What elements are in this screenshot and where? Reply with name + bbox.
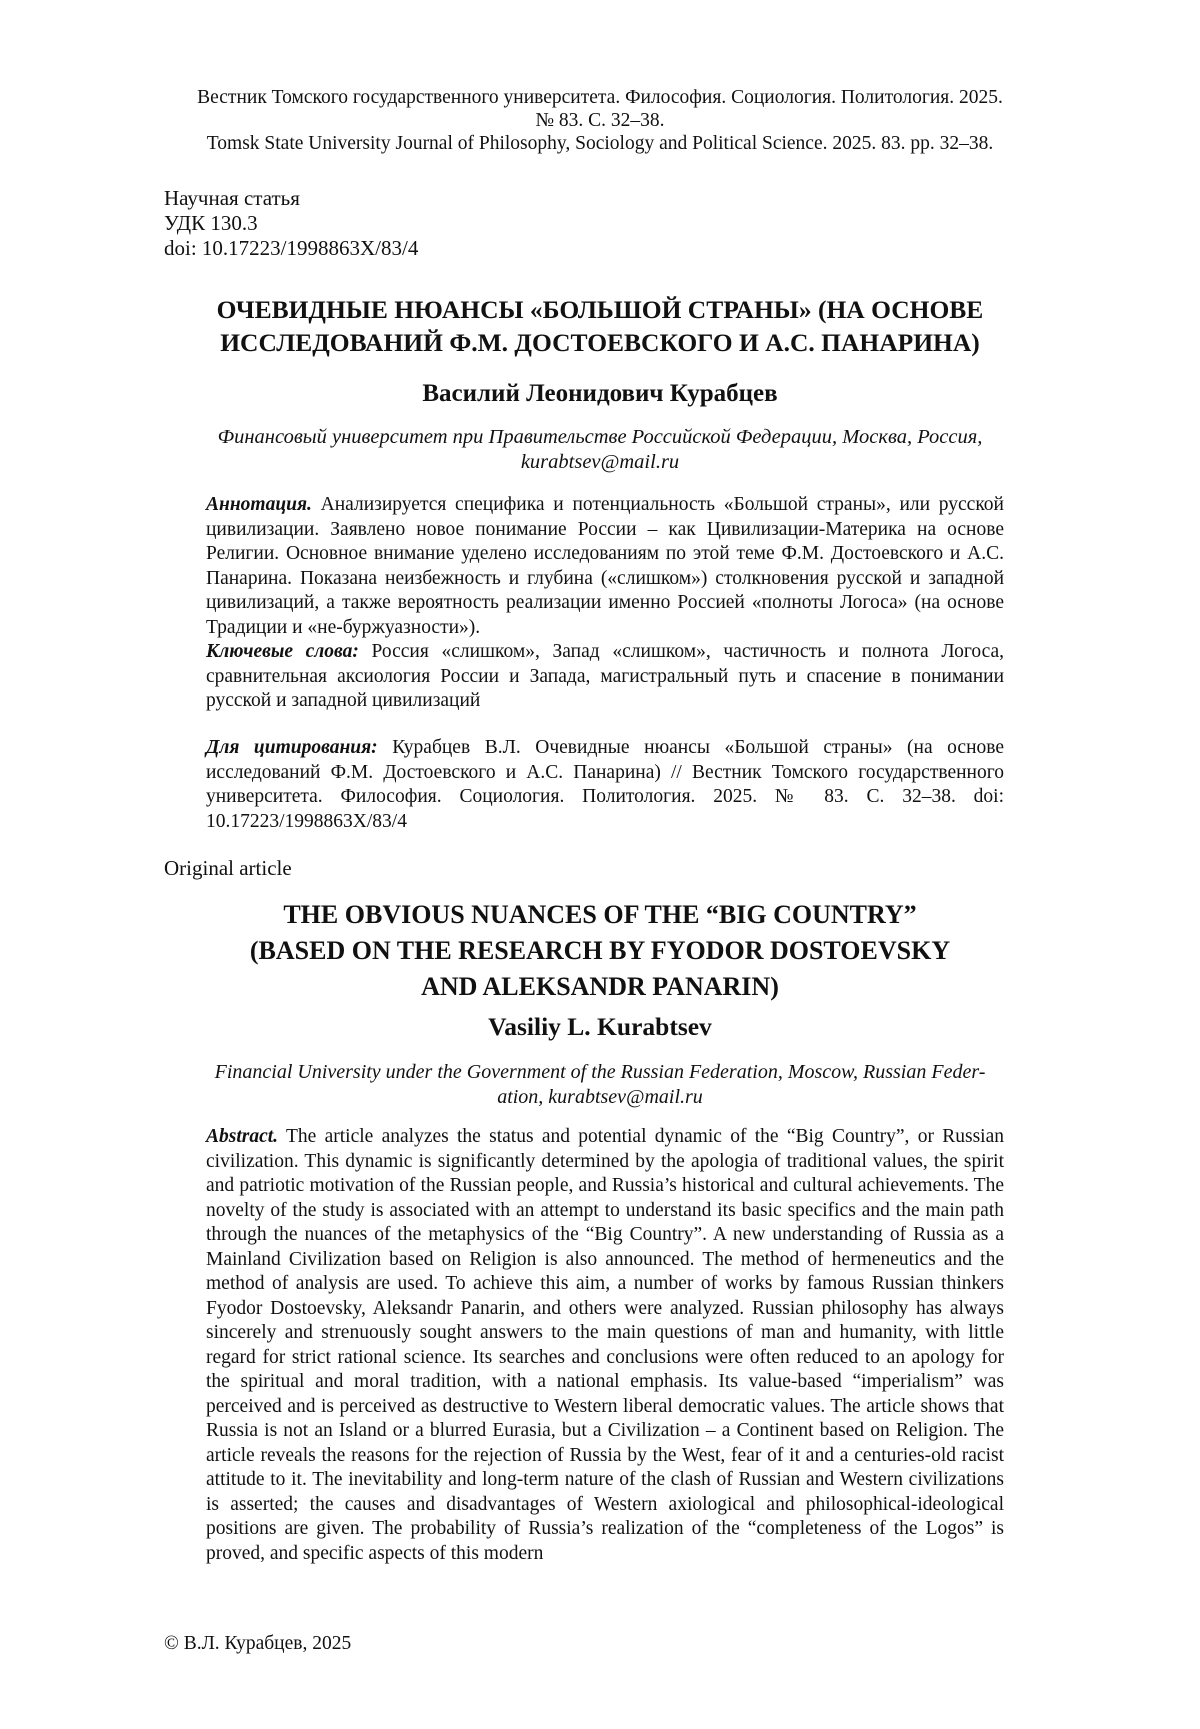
title-en-line1: THE OBVIOUS NUANCES OF THE “BIG COUNTRY”: [283, 900, 917, 929]
affiliation-en: [150, 1060, 1050, 1110]
journal-header-ru-line1: Вестник Томского государственного университета. Философия. Социология. Политология. 2025.: [197, 87, 1003, 108]
citation-ru-label: Для цитирования:: [206, 737, 378, 758]
article-title-ru: [150, 293, 1050, 359]
affiliation-en-line2: ation, kurabtsev@mail.ru: [497, 1086, 703, 1108]
author-name-ru: Василий Леонидович Курабцев: [422, 380, 778, 407]
title-en-line2: (BASED ON THE RESEARCH BY FYODOR DOSTOEVSKY: [249, 936, 951, 965]
abstract-en-label: Abstract.: [206, 1126, 279, 1147]
journal-header: [150, 86, 1050, 155]
title-en-line3: AND ALEKSANDR PANARIN): [421, 972, 779, 1001]
affiliation-ru-email: kurabtsev@mail.ru: [520, 451, 680, 473]
affiliation-ru-line1: Финансовый университет при Правительстве Российской Федерации, Москва, Россия,: [217, 426, 983, 448]
doi: doi: 10.17223/1998863Х/83/4: [164, 236, 419, 260]
journal-header-ru-line2: № 83. С. 32–38.: [535, 110, 665, 131]
abstract-ru-label: Аннотация.: [206, 494, 312, 515]
author-name-en: Vasiliy L. Kurabtsev: [488, 1012, 712, 1041]
article-title-en: [150, 897, 1050, 1005]
citation-ru: [206, 736, 1004, 834]
abstract-en-text: The article analyzes the status and potential dynamic of the “Big Country”, or Russian civilization. This dynamic is significantly determined by the apologia of traditional values, the spirit and patriotic motivation of the Russian people, and Russia’s historical and cultural achievements. The novelty of the study is associated with an attempt to understand its basic specifics and the main path through the nuances of the metaphysics of the “Big Country”. A new understanding of Russia as a Mainland Civilization based on Religion is also announced. The method of hermeneutics and the method of analysis are used. To achieve this aim, a number of works by famous Russian thinkers Fyodor Dostoevsky, Aleksandr Panarin, and others were analyzed. Russian philosophy has always sincerely and strenuously sought answers to the main questions of man and humanity, with little regard for strict rational science. Its searches and conclusions were often reduced to an apology for the spiritual and moral tradition, with a national emphasis. Its value-based “imperialism” was perceived and is perceived as destructive to Western liberal democratic values. The article shows that Russia is not an Island or a blurred Eurasia, but a Civilization – a Continent based on Religion. The article reveals the reasons for the rejection of Russia by the West, fear of it and a centuries-old racist attitude to it. The inevitability and long-term nature of the clash of Russian and Western civilizations is asserted; the causes and disadvantages of Western axiological and philosophical-ideological positions are given. The probability of Russia’s realization of the “completeness of the Logos” is proved, and specific aspects of this modern: [206, 1126, 1004, 1564]
keywords-ru: [206, 640, 1004, 714]
abstract-ru: [206, 493, 1004, 641]
abstract-en: [206, 1125, 1004, 1566]
title-ru-line1: ОЧЕВИДНЫЕ НЮАНСЫ «БОЛЬШОЙ СТРАНЫ» (НА ОСНОВЕ: [216, 295, 984, 324]
abstract-ru-text: Анализируется специфика и потенциальность «Большой страны», или русской цивилизации. Заявлено новое понимание России – как Цивилизации-Материка на основе Религии. Основное внимание уделено исследованиям по этой теме Ф.М. Достоевского и А.С. Панарина. Показана неизбежность и глубина («слишком») столкновения русской и западной цивилизаций, а также вероятность реализации именно Россией «полноты Логоса» (на основе Традиции и «не-буржуазности»).: [206, 494, 1004, 638]
keywords-ru-label: Ключевые слова:: [206, 641, 359, 662]
udk-code: УДК 130.3: [164, 211, 258, 235]
affiliation-en-line1: Financial University under the Government of the Russian Federation, Moscow, Russian Feder-: [214, 1061, 986, 1083]
article-type-en: Original article: [164, 856, 292, 880]
article-meta: [164, 186, 418, 261]
keywords-ru-text: Россия «слишком», Запад «слишком», частичность и полнота Логоса, сравнительная аксиология России и Запада, магистральный путь и спасение в понимании русской и западной цивилизаций: [206, 641, 1005, 712]
citation-ru-text: Курабцев В.Л. Очевидные нюансы «Большой страны» (на основе исследований Ф.М. Достоевского и А.С. Панарина) // Вестник Томского государственного университета. Философия. Социология. Политология. 2025. № 83. С. 32–38. doi: 10.17223/1998863Х/83/4: [206, 737, 1005, 832]
affiliation-ru: [160, 425, 1040, 475]
journal-header-en-line: Tomsk State University Journal of Philosophy, Sociology and Political Science. 2025. 83. pp. 32–38.: [206, 133, 994, 154]
copyright-notice: © В.Л. Курабцев, 2025: [164, 1633, 352, 1654]
article-type-ru: Научная статья: [164, 186, 300, 210]
title-ru-line2: ИССЛЕДОВАНИЙ Ф.М. ДОСТОЕВСКОГО И А.С. ПАНАРИНА): [220, 328, 980, 357]
